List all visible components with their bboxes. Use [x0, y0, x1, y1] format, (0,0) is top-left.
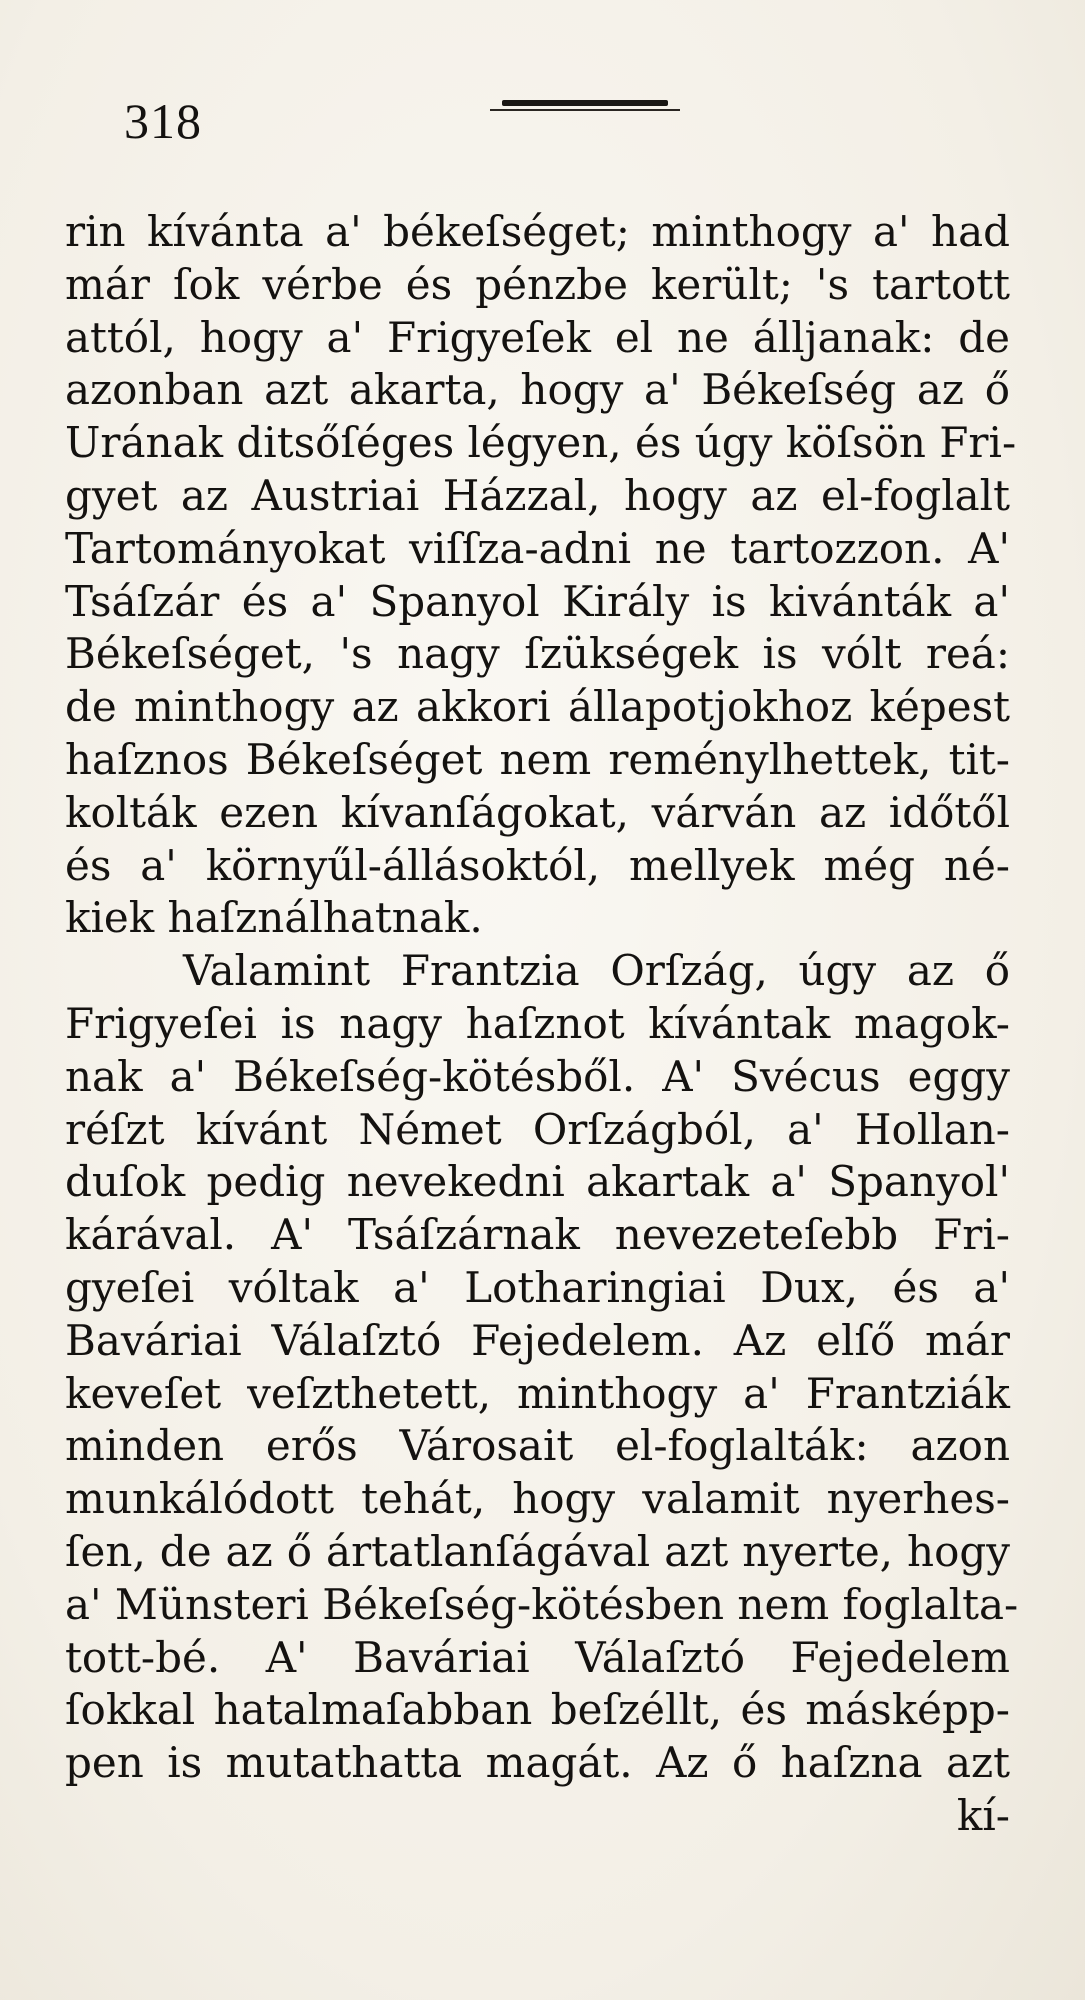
text-line-paragraph-start: Valamint Frantzia Orſzág, úgy az ő: [183, 946, 1010, 996]
text-line: ſen, de az ő ártatlanſágával azt nyerte, hogy: [65, 1526, 1010, 1576]
text-line: Urának ditsőſéges légyen, és úgy köſsön Fri-: [65, 418, 1017, 468]
page-number: 318: [124, 93, 202, 149]
text-line: Tsáſzár és a' Spanyol Király is kivánták a': [65, 576, 1010, 626]
text-line-paragraph-end: kiek haſználhatnak.: [65, 893, 483, 943]
text-line: azonban azt akarta, hogy a' Békeſség az ő: [65, 365, 1010, 415]
text-line: keveſet veſzthetett, minthogy a' Frantziák: [65, 1368, 1010, 1418]
text-line: duſok pedig nevekedni akartak a' Spanyol': [65, 1157, 1010, 1207]
text-line: Baváriai Válaſztó Fejedelem. Az elſő már: [65, 1315, 1010, 1365]
text-line: ſokkal hatalmaſabban beſzéllt, és másképp-: [65, 1685, 1010, 1735]
text-line: kárával. A' Tsáſzárnak nevezeteſebb Fri-: [65, 1210, 1010, 1260]
text-line: már ſok vérbe és pénzbe került; 's tartott: [65, 259, 1010, 309]
text-line: Tartományokat viſſza-adni ne tartozzon. A': [65, 523, 1010, 573]
header-rule-thick: [502, 100, 668, 106]
text-line: gyet az Austriai Házzal, hogy az el-foglalt: [65, 470, 1010, 520]
text-line: kolták ezen kívanſágokat, várván az időtől: [65, 787, 1010, 837]
text-line: pen is mutathatta magát. Az ő haſzna azt: [65, 1738, 1010, 1788]
text-line: minden erős Városait el-foglalták: azon: [65, 1421, 1010, 1471]
text-line: Frigyeſei is nagy haſznot kívántak magok-: [65, 998, 1010, 1048]
text-line: attól, hogy a' Frigyeſek el ne álljanak: de: [65, 312, 1010, 362]
catchword: kí-: [956, 1790, 1010, 1840]
header-rule: [490, 100, 680, 112]
text-line: és a' környűl-állásoktól, mellyek még né-: [65, 840, 1010, 890]
text-line: de minthogy az akkori állapotjokhoz képest: [65, 682, 1010, 732]
text-line: tott-bé. A' Baváriai Válaſztó Fejedelem: [65, 1632, 1010, 1682]
text-line: gyeſei vóltak a' Lotharingiai Dux, és a': [65, 1262, 1010, 1312]
text-line: munkálódott tehát, hogy valamit nyerhes-: [65, 1474, 1010, 1524]
text-line: a' Münsteri Békeſség-kötésben nem foglalta-: [65, 1579, 1019, 1629]
text-line: haſznos Békeſséget nem reménylhettek, tit-: [65, 734, 1010, 784]
text-line: Békeſséget, 's nagy ſzükségek is vólt reá:: [65, 629, 1010, 679]
text-line: rin kívánta a' békeſséget; minthogy a' had: [65, 207, 1010, 256]
body-text: [65, 206, 1019, 1843]
text-line: nak a' Békeſség-kötésből. A' Svécus eggy: [65, 1051, 1010, 1101]
text-line: réſzt kívánt Német Orſzágból, a' Hollan-: [65, 1104, 1010, 1154]
header-rule-thin: [490, 109, 680, 111]
